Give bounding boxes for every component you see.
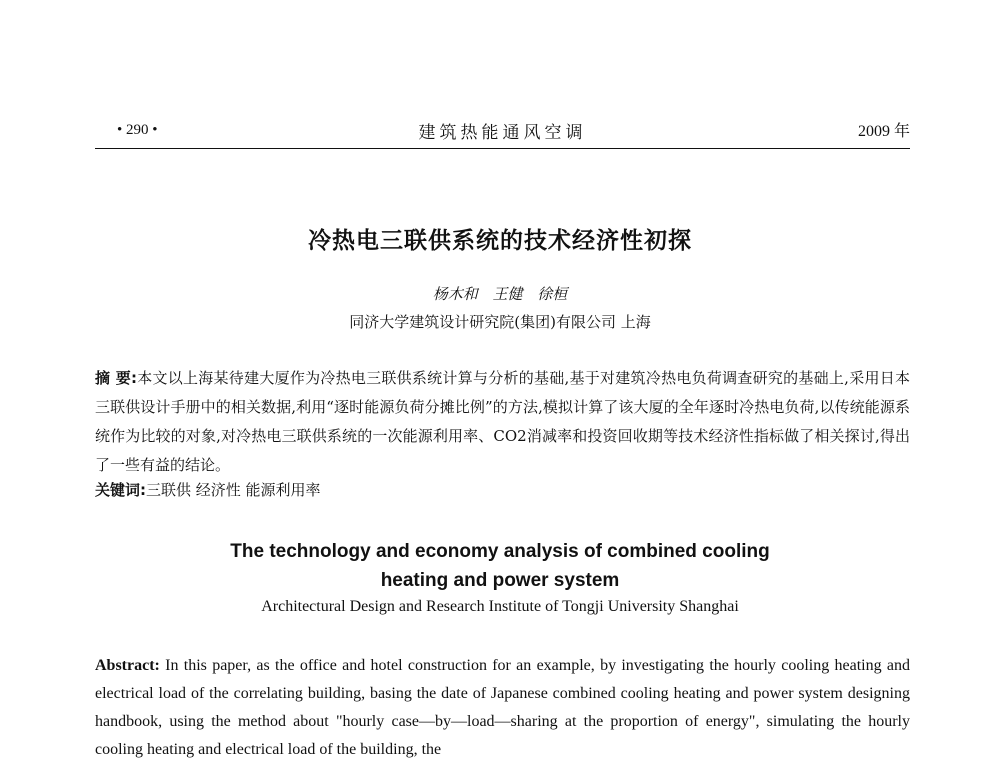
journal-name: 建筑热能通风空调 (418, 123, 587, 143)
abstract-english (95, 652, 910, 764)
keywords-text: 三联供 经济性 能源利用率 (146, 481, 321, 499)
english-title-line-2: heating and power system (380, 570, 620, 591)
page-number: • 290 • (117, 122, 158, 138)
publication-year: 2009 年 (857, 123, 910, 140)
abstract-text: 本文以上海某待建大厦作为冷热电三联供系统计算与分析的基础,基于对建筑冷热电负荷调查研究的基础上,采用日本三联供设计手册中的相关数据,利用“逐时能源负荷分摊比例”的方法,模拟计算了该大厦的全年逐时冷热电负荷,以传统能源系统作为比较的对象,对冷热电三联供系统的一次能源利用率、CO2消减率和投资回收期等技术经济性指标做了相关探讨,得出了一些有益的结论。 (95, 369, 910, 474)
paper-title: 冷热电三联供系统的技术经济性初探 (308, 228, 692, 254)
english-title (0, 537, 1000, 595)
abstract-english-label: Abstract: (95, 657, 160, 674)
abstract-label: 摘 要: (95, 369, 137, 387)
keywords-label: 关键词: (95, 481, 146, 499)
english-affiliation: Architectural Design and Research Institute of Tongji University Shanghai (261, 598, 739, 615)
english-title-line-1: The technology and economy analysis of combined cooling (230, 541, 770, 562)
authors: 杨木和 王健 徐桓 (432, 285, 568, 303)
page-header (95, 114, 910, 149)
abstract-english-text: In this paper, as the office and hotel construction for an example, by investigating the hourly cooling heating and electrical load of the correlating building, basing the date of Japanese combined cooling heating and power system designing handbook, using the method about "hourly case—by—load—sharing at the proportion of energy", simulating the hourly cooling heating and electrical load of the building, the (95, 657, 910, 758)
affiliation: 同济大学建筑设计研究院(集团)有限公司 上海 (349, 313, 651, 331)
abstract-chinese (95, 364, 910, 480)
keywords (95, 479, 321, 500)
